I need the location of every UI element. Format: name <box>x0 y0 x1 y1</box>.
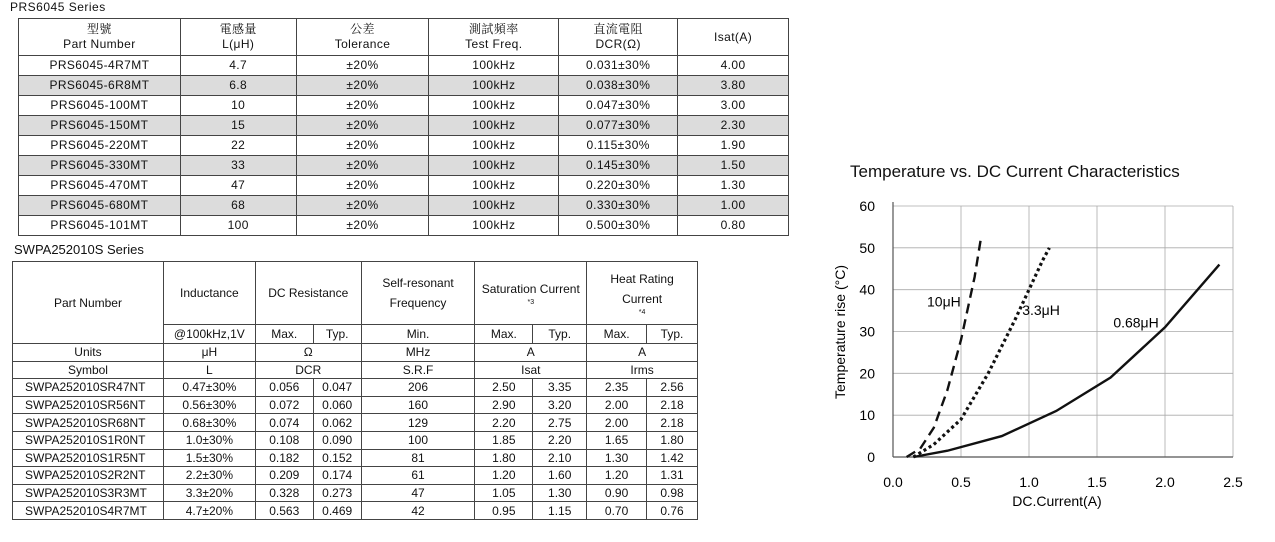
t1-header-en: L(μH) <box>222 37 255 51</box>
table-cell: 100 <box>180 216 296 236</box>
header-heat-line2: Current <box>622 292 663 306</box>
x-tick-label: 2.5 <box>1223 474 1243 490</box>
table-cell: 22 <box>180 136 296 156</box>
table-cell: 1.20 <box>475 467 533 485</box>
x-tick-label: 1.0 <box>1019 474 1039 490</box>
table-cell: 4.7±20% <box>163 502 255 520</box>
table-cell: 0.062 <box>313 414 361 432</box>
table-cell: 2.18 <box>647 396 698 414</box>
table-cell: PRS6045-470MT <box>19 176 181 196</box>
table-cell: 1.80 <box>647 431 698 449</box>
symbol-srf: S.R.F <box>361 361 475 379</box>
sub-ind: @100kHz,1V <box>163 325 255 344</box>
y-tick-label: 20 <box>859 365 875 382</box>
x-tick-label: 0.0 <box>883 474 903 490</box>
x-tick-label: 1.5 <box>1087 474 1107 490</box>
table-cell: 0.328 <box>255 484 313 502</box>
table-cell: SWPA252010S2R2NT <box>13 467 164 485</box>
table-row <box>19 216 789 236</box>
header-srf-line1: Self-resonant <box>382 276 454 290</box>
table-cell: 0.500±30% <box>559 216 678 236</box>
y-tick-label: 10 <box>859 407 875 424</box>
header-inductance: Inductance <box>163 262 255 325</box>
table-cell: 0.038±30% <box>559 76 678 96</box>
t1-header-cn: Isat(A) <box>713 29 753 44</box>
table-cell: SWPA252010SR68NT <box>13 414 164 432</box>
sub-dcr-max: Max. <box>255 325 313 344</box>
t1-header-en: Part Number <box>63 37 136 51</box>
t1-header-2 <box>296 19 429 56</box>
table-cell: 3.20 <box>533 396 587 414</box>
table-cell: 0.70 <box>587 502 647 520</box>
table-cell: PRS6045-680MT <box>19 196 181 216</box>
table-cell: 2.30 <box>678 116 789 136</box>
t1-header-en: Tolerance <box>334 37 391 51</box>
table-cell: 2.35 <box>587 379 647 397</box>
sub-sat-max: Max. <box>475 325 533 344</box>
table-cell: 0.68±30% <box>163 414 255 432</box>
table-cell: 1.30 <box>533 484 587 502</box>
table-row <box>19 116 789 136</box>
header-srf <box>361 262 475 325</box>
table-cell: 1.60 <box>533 467 587 485</box>
symbol-dcr: DCR <box>255 361 361 379</box>
table-row <box>13 502 698 520</box>
sub-heat-max: Max. <box>587 325 647 344</box>
table-row <box>13 379 698 397</box>
table-cell: 2.00 <box>587 414 647 432</box>
table-cell: 1.50 <box>678 156 789 176</box>
table-cell: 3.00 <box>678 96 789 116</box>
table-cell: 100kHz <box>429 76 559 96</box>
table-cell: 1.80 <box>475 449 533 467</box>
table-cell: 2.00 <box>587 396 647 414</box>
table-cell: PRS6045-150MT <box>19 116 181 136</box>
sub-heat-typ: Typ. <box>647 325 698 344</box>
header-srf-line2: Frequency <box>389 296 447 310</box>
table-cell: 1.65 <box>587 431 647 449</box>
table-cell: 100kHz <box>429 116 559 136</box>
units-sat: A <box>475 344 587 362</box>
table-cell: 0.056 <box>255 379 313 397</box>
table-row <box>13 484 698 502</box>
table-cell: 0.76 <box>647 502 698 520</box>
units-ind: μH <box>163 344 255 362</box>
series-label: 10μH <box>927 293 961 310</box>
table-cell: 129 <box>361 414 475 432</box>
table-cell: 2.50 <box>475 379 533 397</box>
table-cell: SWPA252010S1R5NT <box>13 449 164 467</box>
table-cell: 1.05 <box>475 484 533 502</box>
table-row <box>19 76 789 96</box>
t1-header-en: DCR(Ω) <box>595 37 641 51</box>
table-cell: 15 <box>180 116 296 136</box>
table2-title: SWPA252010S Series <box>14 242 144 257</box>
table-cell: 2.20 <box>533 431 587 449</box>
y-tick-label: 60 <box>859 198 875 214</box>
y-tick-label: 50 <box>859 239 875 256</box>
table-cell: 2.10 <box>533 449 587 467</box>
header-dc-resistance: DC Resistance <box>255 262 361 325</box>
table-cell: 33 <box>180 156 296 176</box>
table-cell: 10 <box>180 96 296 116</box>
table-cell: 0.115±30% <box>559 136 678 156</box>
table-cell: 1.30 <box>587 449 647 467</box>
table-cell: 3.35 <box>533 379 587 397</box>
table-cell: 0.469 <box>313 502 361 520</box>
table-cell: 1.15 <box>533 502 587 520</box>
table-row <box>19 196 789 216</box>
table-cell: 160 <box>361 396 475 414</box>
table-cell: PRS6045-101MT <box>19 216 181 236</box>
table-row <box>19 136 789 156</box>
t1-header-cn: 測試頻率 <box>469 22 519 36</box>
table-cell: 2.20 <box>475 414 533 432</box>
t1-header-5 <box>678 19 789 56</box>
table-cell: 0.047 <box>313 379 361 397</box>
table-cell: 0.074 <box>255 414 313 432</box>
table-cell: 0.80 <box>678 216 789 236</box>
table-row <box>13 467 698 485</box>
table-cell: PRS6045-220MT <box>19 136 181 156</box>
table-cell: 0.108 <box>255 431 313 449</box>
prs6045-table <box>18 18 789 236</box>
table-cell: 47 <box>361 484 475 502</box>
symbol-label: Symbol <box>13 361 164 379</box>
table-cell: 100kHz <box>429 96 559 116</box>
series-line-0 <box>907 235 982 457</box>
header-heat <box>587 262 698 325</box>
table-cell: ±20% <box>296 156 429 176</box>
table-cell: 0.182 <box>255 449 313 467</box>
symbol-heat: Irms <box>587 361 698 379</box>
header-saturation <box>475 262 587 325</box>
table-cell: 0.077±30% <box>559 116 678 136</box>
table-cell: ±20% <box>296 136 429 156</box>
table-cell: 0.047±30% <box>559 96 678 116</box>
table-cell: 100kHz <box>429 196 559 216</box>
table-cell: SWPA252010SR47NT <box>13 379 164 397</box>
y-tick-label: 0 <box>867 449 875 465</box>
temperature-chart <box>815 150 1255 520</box>
table-cell: 81 <box>361 449 475 467</box>
table-row <box>19 56 789 76</box>
table-cell: PRS6045-6R8MT <box>19 76 181 96</box>
t1-header-1 <box>180 19 296 56</box>
units-label: Units <box>13 344 164 362</box>
table-cell: 4.00 <box>678 56 789 76</box>
table-cell: 0.145±30% <box>559 156 678 176</box>
table-cell: 1.30 <box>678 176 789 196</box>
table-cell: SWPA252010S4R7MT <box>13 502 164 520</box>
t1-header-cn: 直流電阻 <box>593 22 643 36</box>
table-cell: 4.7 <box>180 56 296 76</box>
table-cell: PRS6045-100MT <box>19 96 181 116</box>
table-cell: 0.90 <box>587 484 647 502</box>
table-cell: PRS6045-330MT <box>19 156 181 176</box>
table-cell: 3.80 <box>678 76 789 96</box>
header-sat-label: Saturation Current <box>481 282 580 296</box>
table-cell: 0.220±30% <box>559 176 678 196</box>
sub-dcr-typ: Typ. <box>313 325 361 344</box>
table-cell: 100kHz <box>429 56 559 76</box>
table-cell: 0.98 <box>647 484 698 502</box>
x-tick-label: 0.5 <box>951 474 971 490</box>
t1-header-cn: 電感量 <box>219 22 257 36</box>
table-cell: 0.090 <box>313 431 361 449</box>
table-cell: 47 <box>180 176 296 196</box>
table-row <box>13 414 698 432</box>
table-cell: 1.42 <box>647 449 698 467</box>
table-cell: 1.90 <box>678 136 789 156</box>
table-cell: 0.152 <box>313 449 361 467</box>
table-cell: 3.3±20% <box>163 484 255 502</box>
table-cell: 2.2±30% <box>163 467 255 485</box>
t1-header-cn: 型號 <box>86 22 112 36</box>
swpa252010s-table <box>12 261 698 520</box>
table-cell: 0.56±30% <box>163 396 255 414</box>
table-cell: 100 <box>361 431 475 449</box>
chart-xlabel: DC.Current(A) <box>1012 493 1102 509</box>
x-tick-label: 2.0 <box>1155 474 1175 490</box>
table-cell: 100kHz <box>429 216 559 236</box>
sub-sat-typ: Typ. <box>533 325 587 344</box>
table-cell: 1.85 <box>475 431 533 449</box>
table-cell: 100kHz <box>429 156 559 176</box>
table-cell: ±20% <box>296 56 429 76</box>
table-cell: SWPA252010S1R0NT <box>13 431 164 449</box>
table-cell: 2.18 <box>647 414 698 432</box>
sub-srf-min: Min. <box>361 325 475 344</box>
table-cell: 1.20 <box>587 467 647 485</box>
table-cell: 1.00 <box>678 196 789 216</box>
y-tick-label: 40 <box>859 281 875 298</box>
table-cell: 0.174 <box>313 467 361 485</box>
table-row <box>19 96 789 116</box>
table-row <box>13 431 698 449</box>
t1-header-cn: 公差 <box>350 22 375 36</box>
table-cell: ±20% <box>296 116 429 136</box>
table-cell: 2.90 <box>475 396 533 414</box>
header-part-number: Part Number <box>13 262 164 344</box>
table-cell: 1.5±30% <box>163 449 255 467</box>
table-row <box>19 176 789 196</box>
table-cell: 0.95 <box>475 502 533 520</box>
table-cell: 2.75 <box>533 414 587 432</box>
table1-title: PRS6045 Series <box>10 0 106 14</box>
header-sat-note: *3 <box>527 299 535 306</box>
table-cell: ±20% <box>296 176 429 196</box>
table-cell: ±20% <box>296 96 429 116</box>
table-row <box>13 449 698 467</box>
table-cell: 1.31 <box>647 467 698 485</box>
table-cell: 0.47±30% <box>163 379 255 397</box>
table-cell: 0.072 <box>255 396 313 414</box>
table-cell: 6.8 <box>180 76 296 96</box>
table-cell: 0.330±30% <box>559 196 678 216</box>
series-label: 0.68μH <box>1113 314 1159 331</box>
table-cell: 2.56 <box>647 379 698 397</box>
symbol-ind: L <box>163 361 255 379</box>
y-tick-label: 30 <box>859 323 875 340</box>
table-cell: 61 <box>361 467 475 485</box>
table-cell: 0.060 <box>313 396 361 414</box>
header-heat-note: *4 <box>638 309 646 316</box>
table-cell: 206 <box>361 379 475 397</box>
units-heat: A <box>587 344 698 362</box>
table-cell: 68 <box>180 196 296 216</box>
table-cell: SWPA252010S3R3MT <box>13 484 164 502</box>
series-label: 3.3μH <box>1022 301 1060 318</box>
symbol-sat: Isat <box>475 361 587 379</box>
table-cell: 42 <box>361 502 475 520</box>
table-cell: 100kHz <box>429 176 559 196</box>
t1-header-0 <box>19 19 181 56</box>
table-cell: 0.563 <box>255 502 313 520</box>
table-cell: ±20% <box>296 196 429 216</box>
table-cell: ±20% <box>296 76 429 96</box>
table-cell: SWPA252010SR56NT <box>13 396 164 414</box>
table-row <box>19 156 789 176</box>
units-dcr: Ω <box>255 344 361 362</box>
table-cell: 0.209 <box>255 467 313 485</box>
t1-header-3 <box>429 19 559 56</box>
chart-title: Temperature vs. DC Current Characteristics <box>850 162 1180 181</box>
table-cell: PRS6045-4R7MT <box>19 56 181 76</box>
header-heat-line1: Heat Rating <box>610 272 674 286</box>
table-cell: 0.031±30% <box>559 56 678 76</box>
chart-ylabel: Temperature rise (°C) <box>832 265 848 399</box>
table-cell: 100kHz <box>429 136 559 156</box>
table-cell: ±20% <box>296 216 429 236</box>
t1-header-en: Test Freq. <box>465 37 523 51</box>
units-srf: MHz <box>361 344 475 362</box>
table-cell: 0.273 <box>313 484 361 502</box>
table-cell: 1.0±30% <box>163 431 255 449</box>
table-row <box>13 396 698 414</box>
t1-header-4 <box>559 19 678 56</box>
